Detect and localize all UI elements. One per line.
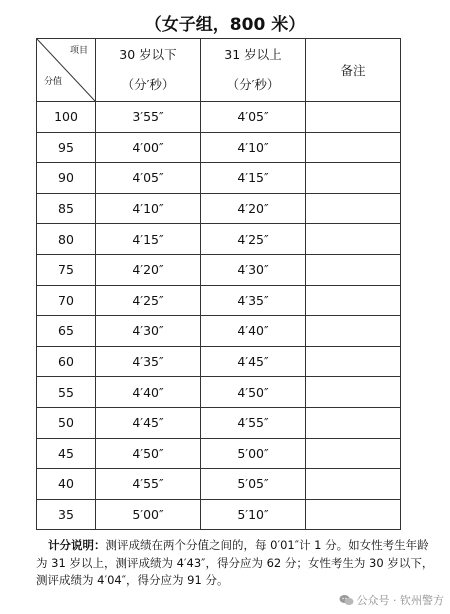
score-cell: 45 (37, 438, 96, 469)
under30-time-cell: 4′50″ (96, 438, 201, 469)
score-cell: 70 (37, 285, 96, 316)
watermark (339, 592, 445, 608)
scoring-note-label: 计分说明： (48, 538, 106, 552)
over31-time-cell: 4′50″ (201, 377, 306, 408)
score-cell: 95 (37, 132, 96, 163)
score-cell: 60 (37, 346, 96, 377)
table-row (37, 377, 401, 408)
watermark-text: 公众号 · 钦州警方 (356, 594, 444, 607)
table-row (37, 254, 401, 285)
remarks-cell (306, 377, 401, 408)
over31-time-cell: 5′10″ (201, 499, 306, 530)
over31-time-cell: 4′45″ (201, 346, 306, 377)
score-cell: 100 (37, 102, 96, 133)
under30-time-cell: 4′20″ (96, 254, 201, 285)
over31-time-cell: 4′35″ (201, 285, 306, 316)
header-item-label: 项目 (69, 46, 88, 56)
over31-time-cell: 4′25″ (201, 224, 306, 255)
over31-time-cell: 4′15″ (201, 163, 306, 194)
header-over31-age: 31 岁以上 (224, 47, 282, 62)
under30-time-cell: 5′00″ (96, 499, 201, 530)
remarks-cell (306, 407, 401, 438)
score-cell: 50 (37, 407, 96, 438)
remarks-cell (306, 254, 401, 285)
table-row (37, 407, 401, 438)
header-over31 (201, 39, 306, 102)
remarks-cell (306, 224, 401, 255)
under30-time-cell: 4′05″ (96, 163, 201, 194)
table-title: （女子组，800 米） (144, 15, 306, 35)
table-row (37, 346, 401, 377)
over31-time-cell: 5′05″ (201, 469, 306, 500)
score-cell: 35 (37, 499, 96, 530)
remarks-cell (306, 193, 401, 224)
score-cell: 40 (37, 469, 96, 500)
header-under30 (96, 39, 201, 102)
table-row (37, 224, 401, 255)
table-row (37, 316, 401, 347)
under30-time-cell: 4′25″ (96, 285, 201, 316)
table-header-row (37, 39, 401, 102)
score-cell: 90 (37, 163, 96, 194)
wechat-icon (339, 594, 354, 606)
header-score-label: 分值 (44, 77, 63, 87)
header-under30-unit: （分′秒） (121, 77, 175, 92)
under30-time-cell: 4′30″ (96, 316, 201, 347)
over31-time-cell: 4′20″ (201, 193, 306, 224)
remarks-cell (306, 132, 401, 163)
under30-time-cell: 3′55″ (96, 102, 201, 133)
table-row (37, 102, 401, 133)
under30-time-cell: 4′10″ (96, 193, 201, 224)
table-row (37, 193, 401, 224)
table-row (37, 285, 401, 316)
under30-time-cell: 4′15″ (96, 224, 201, 255)
over31-time-cell: 4′10″ (201, 132, 306, 163)
score-cell: 55 (37, 377, 96, 408)
score-cell: 75 (37, 254, 96, 285)
score-cell: 80 (37, 224, 96, 255)
over31-time-cell: 5′00″ (201, 438, 306, 469)
table-row (37, 163, 401, 194)
over31-time-cell: 4′40″ (201, 316, 306, 347)
table-row (37, 499, 401, 530)
remarks-cell (306, 163, 401, 194)
score-cell: 85 (37, 193, 96, 224)
over31-time-cell: 4′55″ (201, 407, 306, 438)
under30-time-cell: 4′55″ (96, 469, 201, 500)
under30-time-cell: 4′00″ (96, 132, 201, 163)
remarks-cell (306, 285, 401, 316)
scoring-note (36, 537, 436, 590)
remarks-cell (306, 469, 401, 500)
header-under30-age: 30 岁以下 (119, 47, 177, 62)
table-row (37, 438, 401, 469)
over31-time-cell: 4′30″ (201, 254, 306, 285)
remarks-cell (306, 102, 401, 133)
remarks-cell (306, 346, 401, 377)
over31-time-cell: 4′05″ (201, 102, 306, 133)
header-remarks: 备注 (306, 39, 401, 102)
header-over31-unit: （分′秒） (226, 77, 280, 92)
score-cell: 65 (37, 316, 96, 347)
under30-time-cell: 4′40″ (96, 377, 201, 408)
under30-time-cell: 4′45″ (96, 407, 201, 438)
table-row (37, 469, 401, 500)
remarks-cell (306, 499, 401, 530)
scoring-note-text: 测评成绩在两个分值之间的，每 0′01″计 1 分。如女性考生年龄为 31 岁以上，测评成绩为 4′43″，得分应为 62 分；女性考生为 30 岁以下，测评成绩为 4′04″，得分应为 91 分。 (36, 538, 434, 587)
under30-time-cell: 4′35″ (96, 346, 201, 377)
diagonal-header-cell (37, 39, 96, 102)
remarks-cell (306, 438, 401, 469)
remarks-cell (306, 316, 401, 347)
table-row (37, 132, 401, 163)
score-table (36, 38, 401, 530)
